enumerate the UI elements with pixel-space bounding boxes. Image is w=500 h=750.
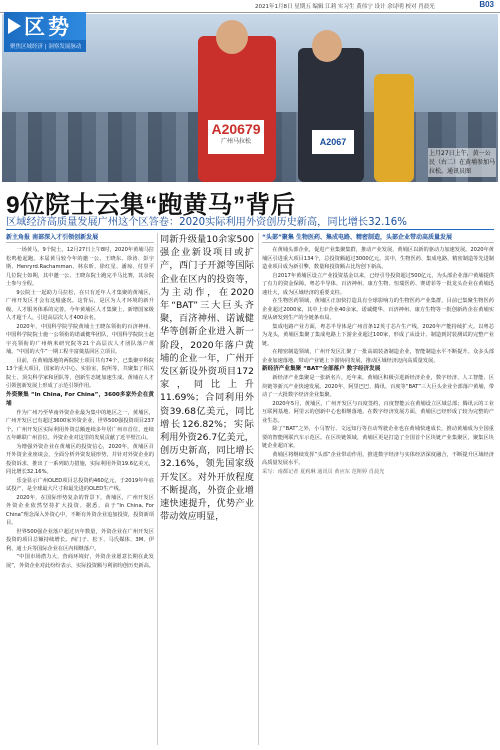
race-bib-number: A20679 <box>211 121 261 137</box>
paragraph: 2020年5月，黄埔区，广州开发区与百度签约，百度智能云在黄埔设立区域总部；腾讯云的工业互联网基地、阿里云的创新中心也相继落地。在数字经济发展方面，黄埔区已经形成了较为完整的产业生态。 <box>262 400 494 424</box>
paragraph: 一场黄马，9个院士。12月27日上午8时，2020年黄埔马拉松鸣枪起跑。本届黄马较今年的邀一公，王晓东、徐涛、彭宇斯、Henryrd.Rachamman、林东昕、徐红星、潘琼、付里平几位院士如期，其中邀一公、王晓东院士跑完半马比赛，其余院士参与全程。 <box>6 247 154 287</box>
race-bib <box>208 120 264 154</box>
article-column-1 <box>6 233 154 745</box>
paragraph: 2020年，在国际形势复杂的背景下，黄埔区，广州开发区外资企业依然坚持扩大投资。据悉，由于“In China, For China”理念深入外资心中，不断有外资企业追加投资，投资新项目。 <box>6 494 154 526</box>
paragraph: 黄埔区将继续发挥“头部”企业带动作用，推进数字经济与实体经济深度融合，不断提升区域经济高质量发展水平。 <box>262 451 494 466</box>
crowd-background <box>2 112 498 182</box>
paragraph: 乐金显示广州OLED项目总投资约460亿元，于2019年年底试投产，是全球最大尺寸和最先进的OLED生产线。 <box>6 477 154 492</box>
runner-left-head <box>216 20 248 54</box>
paragraph: 集成电路产业方面，粤芯半导体是广州首条12英寸芯片生产线，2020年产能持续扩大。以粤芯为龙头，黄埔区集聚了集成电路上下游企业超过100家，形成了从设计、制造到封装测试的完整产业链。 <box>262 323 494 347</box>
paragraph: 9公院士一起助力马拉松，在只有近年人才集聚的黄埔区，广州开发区才会有这般盛况。这背后，是区为人才环境的新升级，人才服务体系的完善。今年黄埔区人才集聚上，新增国家级人才超千人，引进高层次人才400余名。 <box>6 289 154 321</box>
column-1-kicker: 新主角报 南部深入才引领创新发展 <box>6 233 154 243</box>
runner-right <box>374 74 414 182</box>
headline-rule <box>6 229 494 230</box>
section-title: 区势 <box>24 16 72 39</box>
section-subtitle: 聚焦区域经济 | 洞察发展脉动 <box>4 40 86 52</box>
subheading-foreign-investment: 外资聚集 “In China, For China”，3600多家外企在黄埔 <box>6 391 154 407</box>
deck: 区域经济高质量发展广州这个区答卷：2020实际利用外资创历史新高，同比增长32.16% <box>6 217 407 228</box>
runner-center <box>298 48 364 182</box>
article-column-3 <box>262 233 494 745</box>
paragraph: 在生物医药领域，黄埔区正加快打造具有全球影响力的生物医药产业集群，目前已集聚生物医药企业超过2000家，其中上市企业40余家。诺诚健华、百济神州、康方生物等一批创新药企在黄埔实现从研发到生产的全链条布局。 <box>262 298 494 321</box>
runner-center-head <box>312 30 342 62</box>
subheading-new-economy: 新经济产业集聚 “BAT”全部落户 数字经济发展 <box>262 366 381 372</box>
column-3-kicker: “头部”聚集 生物医药、集成电路、精密制造，头部企业带动高质量发展 <box>262 233 494 243</box>
date-line: 2021年1月8日 星期五 编辑 江莉 实习生 黄伟宁 设计 余诗明 校对 肖晨光 <box>255 4 435 10</box>
paragraph: 2020年，中国科学院学院黄埔士王晓东领衔的百济神州、中国科学院院士施一公领衔的诺诚健华团队，中国科学院院士赵宇亮领衔的广州纳米研究院等21个高层次人才团队落户黄埔。“中国的大牛”一期工程丰富奠基回区立项目。 <box>6 323 154 355</box>
race-bib-2: A2067 <box>312 130 354 154</box>
column-divider <box>157 233 158 745</box>
race-bib-sub: 广州马拉松 <box>220 139 251 145</box>
paragraph: 在精密制造领域，广州开发区汇聚了一批高端装备制造企业，智能制造水平不断提升。众多头部企业加速落地，带动产业链上下游协同发展，推动区域经济迈向高质量发展。 <box>262 349 494 364</box>
headline: 9位院士云集“跑黄马”背后 <box>6 192 296 219</box>
paragraph: 世界500强企业落户超过历年数量，外资企业在广州开发区投资的项目总额持续增长。西门子、松下、马氏媒体、3M、伊利、通士兵等国际企业在区内相继落户。 <box>6 528 154 552</box>
article-column-2 <box>160 233 254 538</box>
section-badge <box>4 12 86 40</box>
section-arrow-icon <box>8 18 21 34</box>
column-divider <box>258 233 259 745</box>
paragraph: 作为广州乃至华南外资企业最为集中的地区之一，黄埔区，广州开发区已有超过3600家外资企业，世界500强投资项目237个。广州开发区实际利用外资总额连续多年居广州市首位，连续五年蝉联广州首位。外资企业对这里的发展贡献了近半壁江山。 <box>6 409 154 441</box>
page-number: B03 <box>479 0 494 9</box>
byline: 采写：南都记者 夏莉琳 通讯员 黄应东 范斯婷 肖晨光 <box>262 468 385 475</box>
paragraph: 新经济产业集聚是一张新名片。近年来，黄埔区积极引进新经济企业，数字经济、人工智能、区块链等新兴产业快速发展。2020年，阿里巴巴、腾讯、百度等“BAT”三大巨头企业全部落户黄埔，带动了一大批数字经济企业集聚。 <box>262 375 494 398</box>
paragraph: 目前，在黄埔落地的两院院士项目共有74个，已集聚中科院13个重大项目，国家的大中心，实验室、院所等，共聚集了相关院士、顶尖科学家和团队等，创新生态链加速生成。黄埔在人才引领创新发展上形成了示范引领作用。 <box>6 357 154 389</box>
paragraph: 自2017年黄埔区设立产业投资基金以来，已经引导投资超过500亿元，为头部企业落户黄埔提供了有力的资金保障。粤芯半导体、百济神州、康方生物、恒瑞医药、赛诺菲等一批龙头企业在黄埔迅速壮大，成为区域经济的重要支柱。 <box>262 272 494 296</box>
runner-left <box>198 36 276 182</box>
paragraph: 除了“BAT”之外，小马智行、文远知行等自动驾驶企业也在黄埔快速成长，推动黄埔成为全国重要的智能网联汽车示范区。在区块链领域，黄埔区更是打造了全国首个区块链产业集聚区，聚集区块链企业超百家。 <box>262 426 494 449</box>
paragraph: “中国市场潜力大、营商环境好，外资企业愿意长期在此发展”，外资企业对此纷纷表示，实际投资额与利润均创历史新高。 <box>6 554 154 569</box>
paragraph: 为增强外资企业在黄埔区的投资信心，2020年，黄埔区召开外资企业座谈会，全面分析外资发展形势，并针对外资企业的投资诉求，推出了一系列助力措施，实际利用外资19.6亿美元，同比增长32.16%。 <box>6 443 154 475</box>
photo-caption: 上月27日上午，黄一公民（右二）在黄埔参加马拉松。通讯员图 <box>429 150 496 175</box>
highlight-text: 同新升级量10余家500强企业新设项目或扩产，西门子开源等国际企业在区内的投资等，为主动作，在2020年“BAT”三大巨头齐聚，百济神州、诺诚健华等创新企业进入新一阶段，2020年落户黄埔的企业一年，广州开发区新设外资项目172家，同比上升11.69%；合同利用外资39.68亿美元，同比增长126.82%；实际利用外资26.7亿美元，创历史新高，同比增长32.16%，领先国家级开发区。对外开放程度不断提高，外资企业增速快速提升，优势产业带动效应明显， <box>160 234 254 523</box>
paragraph: 在黄埔头部企业，促进产业集聚集群，推动产业发展，黄埔区以新的驱动力加速发展。2020年黄埔区引进重大项目134个，总投资额超过3000亿元。其中，生物医药、集成电路、精密制造等先进制造业项目成为新引擎，数量和投资额占比均创下新高。 <box>262 247 494 270</box>
